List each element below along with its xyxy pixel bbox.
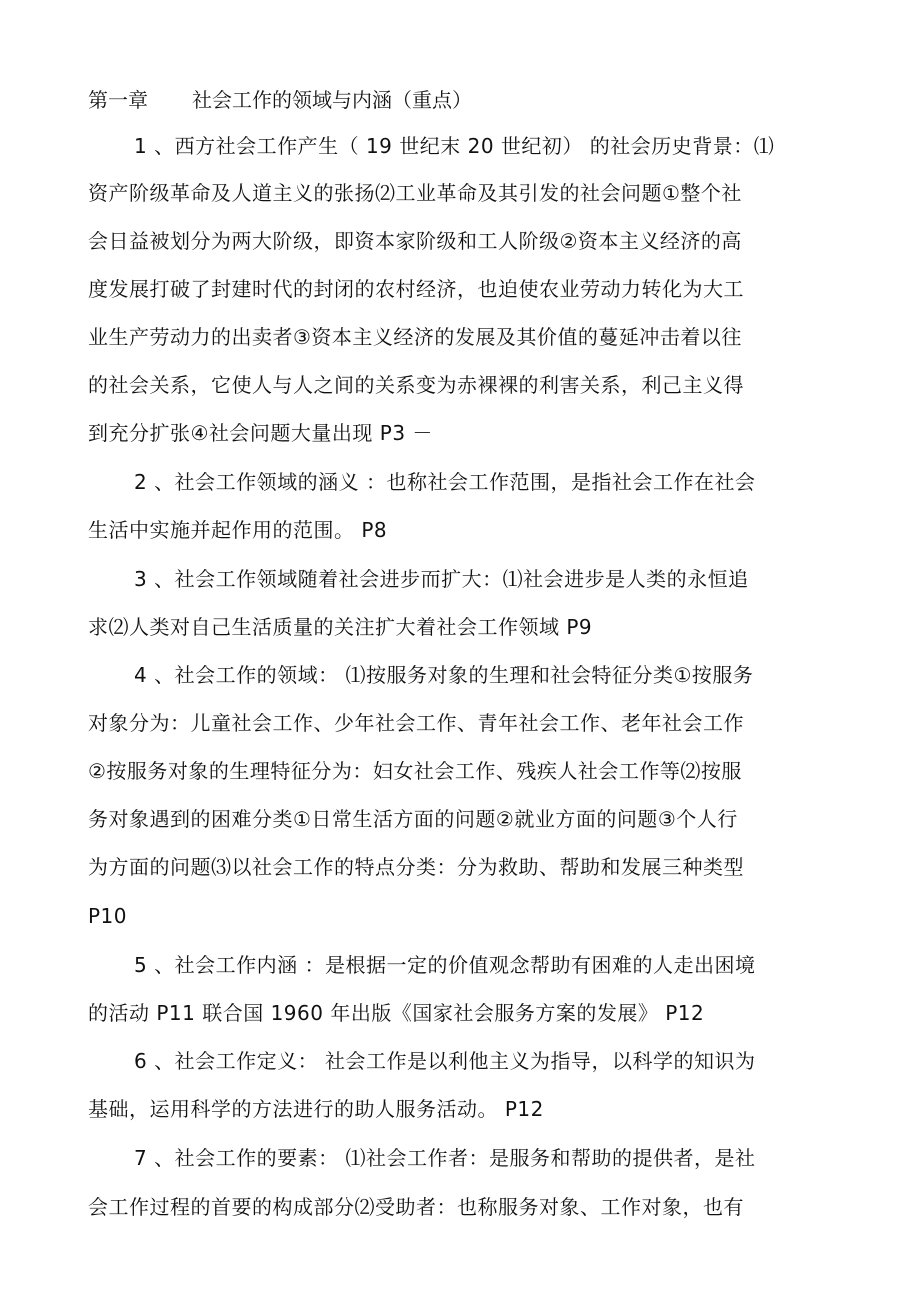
paragraph-5-line-1: 5 、社会工作内涵 ：是根据一定的价值观念帮助有困难的人走出困境 [134,953,756,977]
paragraph-3-line-2: 求⑵人类对自己生活质量的关注扩大着社会工作领域 P9 [88,615,593,639]
paragraph-6-line-2: 基础，运用科学的方法进行的助人服务活动。 P12 [88,1097,544,1121]
paragraph-1-line-4: 度发展打破了封建时代的封闭的农村经济，也迫使农业劳动力转化为大工 [88,277,744,301]
chapter-heading [88,88,472,112]
chapter-number: 第一章 [88,88,148,112]
paragraph-4-line-1: 4 、社会工作的领域： ⑴按服务对象的生理和社会特征分类①按服务 [134,663,754,687]
paragraph-5-line-2: 的活动 P11 联合国 1960 年出版《国家社会服务方案的发展》 P12 [88,1001,705,1025]
paragraph-1-line-6: 的社会关系，它使人与人之间的关系变为赤裸裸的利害关系，利己主义得 [88,373,744,397]
paragraph-2-line-2: 生活中实施并起作用的范围。 P8 [88,518,388,542]
paragraph-4-line-2: 对象分为：儿童社会工作、少年社会工作、青年社会工作、老年社会工作 [88,711,744,735]
paragraph-1-line-7: 到充分扩张④社会问题大量出现 P3 － [88,421,433,445]
paragraph-4-line-5: 为方面的问题⑶以社会工作的特点分类：分为救助、帮助和发展三种类型 [88,855,744,879]
paragraph-2-line-1: 2 、社会工作领域的涵义 ：也称社会工作范围，是指社会工作在社会 [134,470,756,494]
paragraph-4-line-6: P10 [88,904,128,928]
paragraph-4-line-3: ②按服务对象的生理特征分为：妇女社会工作、残疾人社会工作等⑵按服 [88,759,742,783]
paragraph-6-line-1: 6 、社会工作定义： 社会工作是以利他主义为指导，以科学的知识为 [134,1049,756,1073]
paragraph-1-line-1: 1 、西方社会工作产生（ 19 世纪末 20 世纪初） 的社会历史背景：⑴ [134,134,775,158]
paragraph-7-line-1: 7 、社会工作的要素： ⑴社会工作者：是服务和帮助的提供者，是社 [134,1146,756,1170]
paragraph-3-line-1: 3 、社会工作领域随着社会进步而扩大：⑴社会进步是人类的永恒追 [134,567,749,591]
paragraph-7-line-2: 会工作过程的首要的构成部分⑵受助者：也称服务对象、工作对象，也有 [88,1195,744,1219]
paragraph-4-line-4: 务对象遇到的困难分类①日常生活方面的问题②就业方面的问题③个人行 [88,807,738,831]
paragraph-1-line-5: 业生产劳动力的出卖者③资本主义经济的发展及其价值的蔓延冲击着以往 [88,325,742,349]
paragraph-1-line-2: 资产阶级革命及人道主义的张扬⑵工业革命及其引发的社会问题①整个社 [88,181,742,205]
chapter-title: 社会工作的领域与内涵（重点） [192,88,472,112]
paragraph-1-line-3: 会日益被划分为两大阶级，即资本家阶级和工人阶级②资本主义经济的高 [88,229,742,253]
